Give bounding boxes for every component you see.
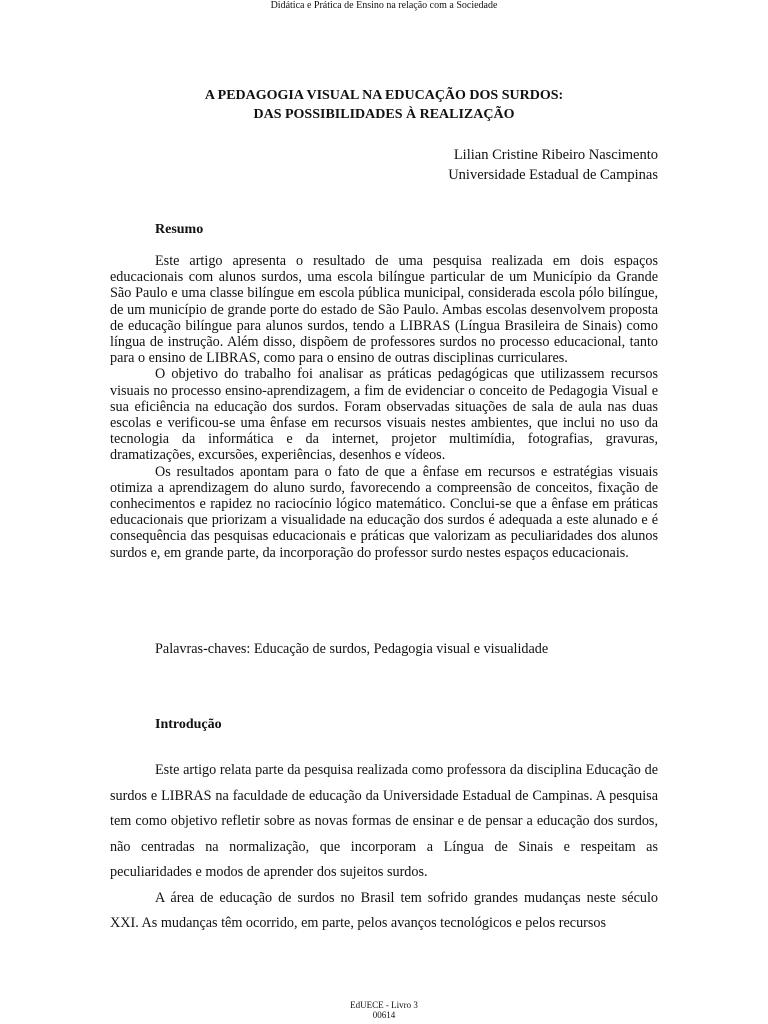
- page-footer: [0, 1000, 768, 1020]
- abstract-paragraph: Os resultados apontam para o fato de que a ênfase em recursos e estratégias visuais otimiza a aprendizagem do aluno surdo, favorecendo a compreensão de conceitos, fixação de conhecimentos e rapidez no raciocínio lógico matemático. Conclui-se que a ênfase em práticas educacionais que priorizam a visualidade na educação dos surdos é adequada a este alunado e é consequência das pesquisas educacionais e práticas que valorizam as peculiaridades dos alunos surdos e, em grande parte, da incorporação do professor surdo nestes espaços educacionais.: [110, 463, 658, 561]
- title-line-2: DAS POSSIBILIDADES À REALIZAÇÃO: [253, 107, 515, 122]
- introduction-paragraph: A área de educação de surdos no Brasil tem sofrido grandes mudanças neste século XXI. As mudanças têm ocorrido, em parte, pelos avanços tecnológicos e pelos recursos: [110, 889, 658, 931]
- author-name: Lilian Cristine Ribeiro Nascimento: [453, 147, 658, 163]
- introduction-paragraph: Este artigo relata parte da pesquisa realizada como professora da disciplina Educação de surdos e LIBRAS na faculdade de educação da Universidade Estadual de Campinas. A pesquisa tem como objetivo refletir sobre as novas formas de ensinar e de pensar a educação dos surdos, não centradas na normalização, que incorporam a Língua de Sinais e respeitam as peculiaridades e modos de aprender dos sujeitos surdos.: [110, 762, 658, 880]
- abstract-heading: Resumo: [155, 222, 204, 237]
- author-affiliation: Universidade Estadual de Campinas: [448, 167, 658, 183]
- article-title: [110, 86, 658, 124]
- page-number: 00614: [372, 1010, 396, 1020]
- abstract-body: [110, 253, 658, 561]
- abstract-paragraph: O objetivo do trabalho foi analisar as práticas pedagógicas que utilizassem recursos visuais no processo ensino-aprendizagem, a fim de evidenciar o conceito de Pedagogia Visual e sua eficiência na educação dos surdos. Foram observadas situações de sala de aula nas duas escolas e verificou-se uma ênfase em recursos visuais nestes ambientes, que inclui no uso da tecnologia da informática e da internet, projetor multimídia, fotografias, gravuras, dramatizações, excursões, experiências, desenhos e vídeos.: [110, 366, 658, 464]
- running-header: Didática e Prática de Ensino na relação com a Sociedade: [270, 0, 498, 11]
- introduction-body: [110, 758, 658, 937]
- keywords: Palavras-chaves: Educação de surdos, Pedagogia visual e visualidade: [155, 641, 549, 657]
- abstract-paragraph: Este artigo apresenta o resultado de uma pesquisa realizada em dois espaços educacionais com alunos surdos, uma escola bilíngue particular de um Município da Grande São Paulo e uma classe bilíngue em escola pública municipal, considerada escola pólo bilíngue, de um município de grande porte do estado de São Paulo. Ambas escolas desenvolvem proposta de educação bilíngue para alunos surdos, tendo a LIBRAS (Língua Brasileira de Sinais) como língua de instrução. Além disso, dispõem de professores surdos no processo educacional, tanto para o ensino de LIBRAS, como para o ensino de outras disciplinas curriculares.: [110, 253, 658, 367]
- introduction-heading: Introdução: [155, 717, 222, 732]
- author-block: [448, 145, 658, 185]
- footer-book: EdUECE - Livro 3: [350, 1000, 418, 1010]
- title-line-1: A PEDAGOGIA VISUAL NA EDUCAÇÃO DOS SURDOS:: [204, 88, 564, 103]
